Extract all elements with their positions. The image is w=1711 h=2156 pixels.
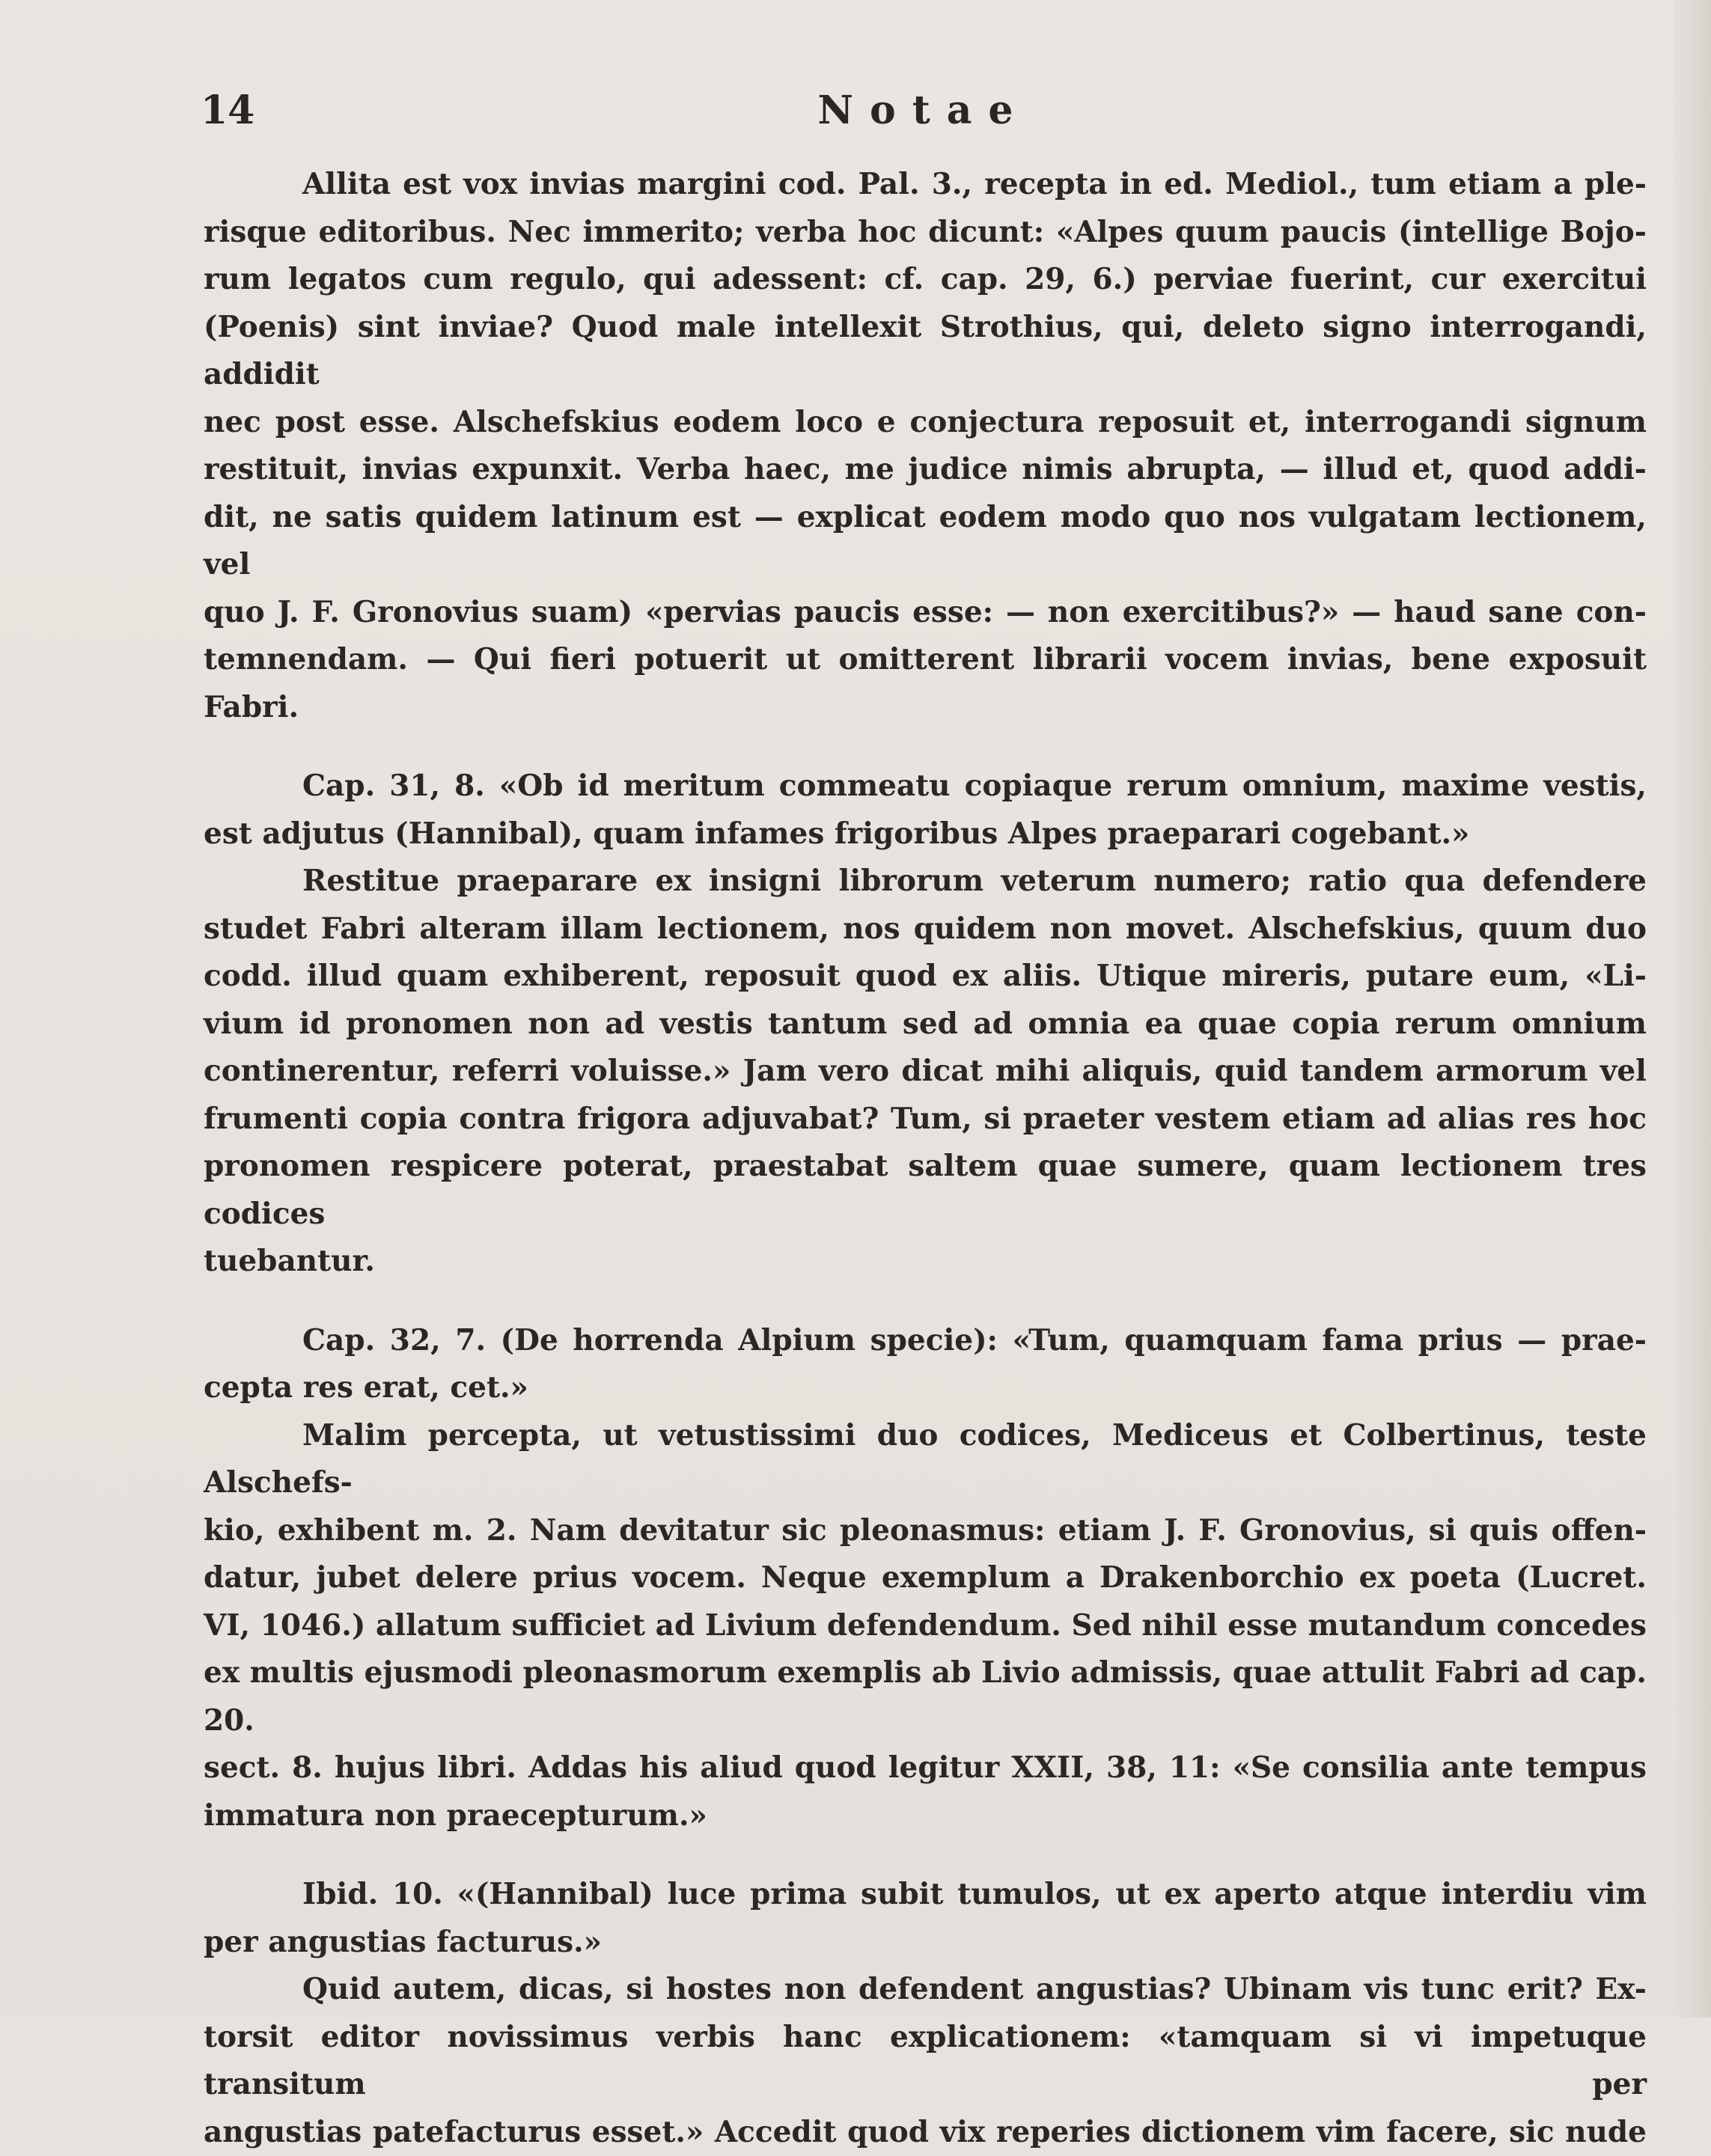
text-line: Quid autem, dicas, si hostes non defendent angustias? Ubinam vis tunc erit? Ex- (204, 1966, 1647, 2014)
text-line: vium id pronomen non ad vestis tantum sed ad omnia ea quae copia rerum omnium (204, 1001, 1647, 1048)
body-text (204, 161, 1647, 2156)
text-line: est adjutus (Hannibal), quam infames frigoribus Alpes praeparari cogebant.» (204, 810, 1647, 858)
text-line: Allita est vox invias margini cod. Pal. 3., recepta in ed. Mediol., tum etiam a ple- (204, 161, 1647, 209)
text-line: Ibid. 10. «(Hannibal) luce prima subit tumulos, ut ex aperto atque interdiu vim (204, 1871, 1647, 1919)
text-line: per angustias facturus.» (204, 1919, 1647, 1967)
text-line: codd. illud quam exhiberent, reposuit quod ex aliis. Utique mireris, putare eum, «Li- (204, 953, 1647, 1001)
page-header (201, 81, 1647, 141)
text-line: kio, exhibent m. 2. Nam devitatur sic pleonasmus: etiam J. F. Gronovius, si quis offen- (204, 1507, 1647, 1555)
text-line: VI, 1046.) allatum sufficiet ad Livium defendendum. Sed nihil esse mutandum concedes (204, 1602, 1647, 1650)
text-line: restituit, invias expunxit. Verba haec, me judice nimis abrupta, — illud et, quod addi- (204, 446, 1647, 494)
text-line: Restitue praeparare ex insigni librorum veterum numero; ratio qua defendere (204, 858, 1647, 906)
text-line: (Poenis) sint inviae? Quod male intellexit Strothius, qui, deleto signo interrogandi, addidit (204, 304, 1647, 399)
text-line: risque editoribus. Nec immerito; verba hoc dicunt: «Alpes quum paucis (intellige Bojo- (204, 209, 1647, 257)
text-line: Cap. 32, 7. (De horrenda Alpium specie): «Tum, quamquam fama prius — prae- (204, 1317, 1647, 1365)
text-line: ex multis ejusmodi pleonasmorum exemplis ab Livio admissis, quae attulit Fabri ad cap. 20. (204, 1649, 1647, 1744)
text-line: cepta res erat, cet.» (204, 1364, 1647, 1412)
text-line: immatura non praecepturum.» (204, 1792, 1647, 1840)
text-line: nec post esse. Alschefskius eodem loco e conjectura reposuit et, interrogandi signum (204, 399, 1647, 447)
text-line: datur, jubet delere prius vocem. Neque exemplum a Drakenborchio ex poeta (Lucret. (204, 1554, 1647, 1602)
text-line: dit, ne satis quidem latinum est — explicat eodem modo quo nos vulgatam lectionem, vel (204, 494, 1647, 589)
paragraph-gap (204, 731, 1647, 763)
text-line: studet Fabri alteram illam lectionem, nos quidem non movet. Alschefskius, quum duo (204, 906, 1647, 953)
text-line: angustias patefacturus esset.» Accedit quod vix reperies dictionem vim facere, sic nude (204, 2109, 1647, 2156)
running-title: Notae (201, 81, 1647, 141)
paragraph-gap (204, 1839, 1647, 1871)
text-line: Malim percepta, ut vetustissimi duo codices, Mediceus et Colbertinus, teste Alschefs- (204, 1412, 1647, 1507)
text-line: pronomen respicere poterat, praestabat saltem quae sumere, quam lectionem tres codices (204, 1143, 1647, 1238)
text-line: quo J. F. Gronovius suam) «pervias paucis esse: — non exercitibus?» — haud sane con- (204, 589, 1647, 637)
text-line: temnendam. — Qui fieri potuerit ut omitterent librarii vocem invias, bene exposuit Fabri. (204, 636, 1647, 731)
text-line: sect. 8. hujus libri. Addas his aliud quod legitur XXII, 38, 11: «Se consilia ante tempus (204, 1744, 1647, 1792)
text-line: Cap. 31, 8. «Ob id meritum commeatu copiaque rerum omnium, maxime vestis, (204, 763, 1647, 810)
page-gutter-shadow (1673, 0, 1711, 2018)
text-line: tuebantur. (204, 1238, 1647, 1286)
page-number: 14 (201, 81, 254, 141)
text-line: torsit editor novissimus verbis hanc explicationem: «tamquam si vi impetuque transitum per (204, 2014, 1647, 2109)
text-line: rum legatos cum regulo, qui adessent: cf. cap. 29, 6.) perviae fuerint, cur exercitui (204, 256, 1647, 304)
text-line: frumenti copia contra frigora adjuvabat? Tum, si praeter vestem etiam ad alias res hoc (204, 1096, 1647, 1143)
paragraph-gap (204, 1286, 1647, 1317)
text-line: continerentur, referri voluisse.» Jam vero dicat mihi aliquis, quid tandem armorum vel (204, 1048, 1647, 1096)
